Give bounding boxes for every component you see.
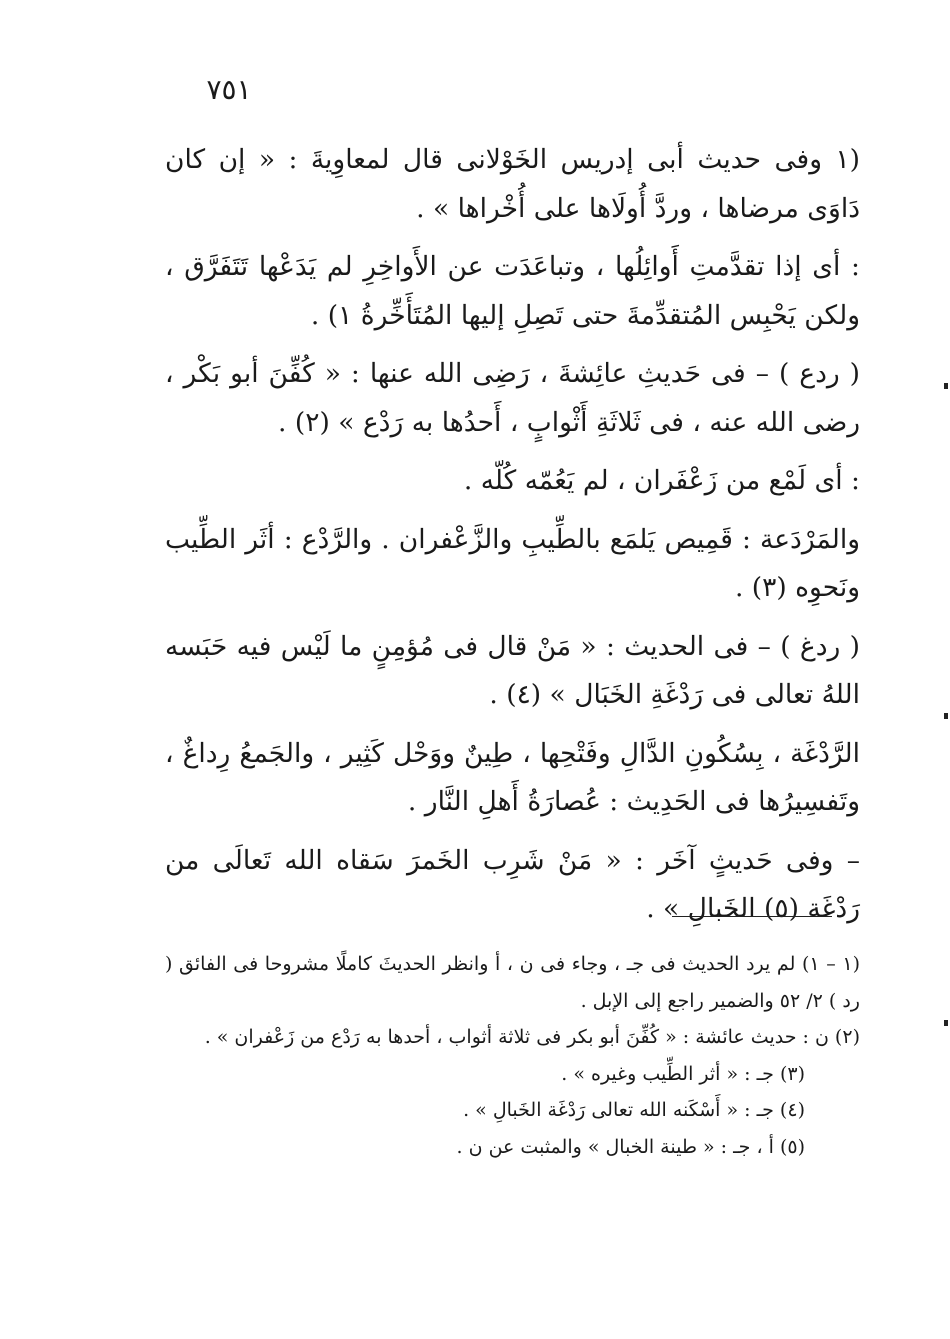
scan-edge-mark [944, 1020, 948, 1026]
paragraph-khawlani-explanation: : أى إذا تقدَّمتِ أَوائِلُها ، وتباعَدَت عن الأَواخِرِ لم يَدَعْها تَتَفَرَّق ، ولكن يَحْبِس المُتقدِّمةَ حتى تَصِلِ إليها المُتَأَخِّرةُ ١) . [165, 251, 860, 331]
main-text-body [165, 136, 860, 944]
paragraph-radaa-entry: ( ردع ) – فى حَديثِ عائِشةَ ، رَضِى الله عنها : « كُفِّنَ أبو بَكْر ، رضى الله عنه ، فى ثَلاثَةِ أَثْوابٍ ، أَحدُها به رَدْع » (٢) . [165, 358, 860, 438]
paragraph-radgha-definition: الرَّدْغَة ، بِسُكُونِ الدَّالِ وفَتْحِها ، طِينٌ ووَحْل كَثِير ، والجَمعُ رِداغٌ ، وتَفسِيرُها فى الحَدِيث : عُصارَةُ أَهلِ النَّار . [165, 737, 860, 817]
footnote-2: (٢) ن : حديث عائشة : « كُفِّنَ أبو بكر فى ثلاثة أثواب ، أحدها به رَدْع من زَعْفران » . [204, 1026, 860, 1048]
page-number: ٧٥١ [206, 73, 252, 106]
footnote-3: (٣) جـ : « أثر الطِّيب وغيره » . [561, 1062, 805, 1085]
paragraph-khawlani-hadith: (١ وفى حديث أبى إدريس الخَوْلانى قال لمعاوِيةَ : « إن كان دَاوَى مرضاها ، وردَّ أُولَاها على أُخْراها » . [165, 144, 860, 224]
paragraph-another-hadith: – وفى حَديثٍ آخَر : « مَنْ شَرِب الخَمرَ سَقاه الله تَعالَى من رَدْغَة (٥) الخَبالِ » . [165, 844, 860, 924]
footnote-4: (٤) جـ : « أَسْكَنه الله تعالى رَدْغَة الخَبالِ » . [463, 1099, 805, 1121]
paragraph-mardaa-definition: والمَرْدَعة : قَمِيص يَلمَع بالطِّيبِ والزَّعْفران . والرَّدْع : أثَر الطِّيب ونَحوِه (٣) . [165, 523, 860, 603]
paragraph-radaa-explanation: : أى لَمْع من زَعْفَران ، لم يَعُمّه كُلّه . [463, 465, 860, 496]
scan-edge-mark [944, 713, 948, 719]
scan-edge-mark [944, 383, 948, 389]
footnote-divider [672, 916, 832, 917]
paragraph-radagh-entry: ( ردغ ) – فى الحديث : « مَنْ قال فى مُؤمِنٍ ما لَيْس فيه حَبَسه اللهُ تعالى فى رَدْغَةِ الخَبَال » (٤) . [165, 630, 860, 710]
footnote-1: (١ – ١) لم يرد الحديث فى جـ ، وجاء فى ن ، أ وانظر الحديثَ كاملًا مشروحا فى الفائق ( رد ) ٢/ ٥٢ والضمير راجع إلى الإبل . [165, 953, 860, 1012]
footnotes-section [165, 946, 860, 1165]
footnote-5: (٥) أ ، جـ : « طينة الخبال » والمثبت عن ن . [456, 1135, 805, 1158]
